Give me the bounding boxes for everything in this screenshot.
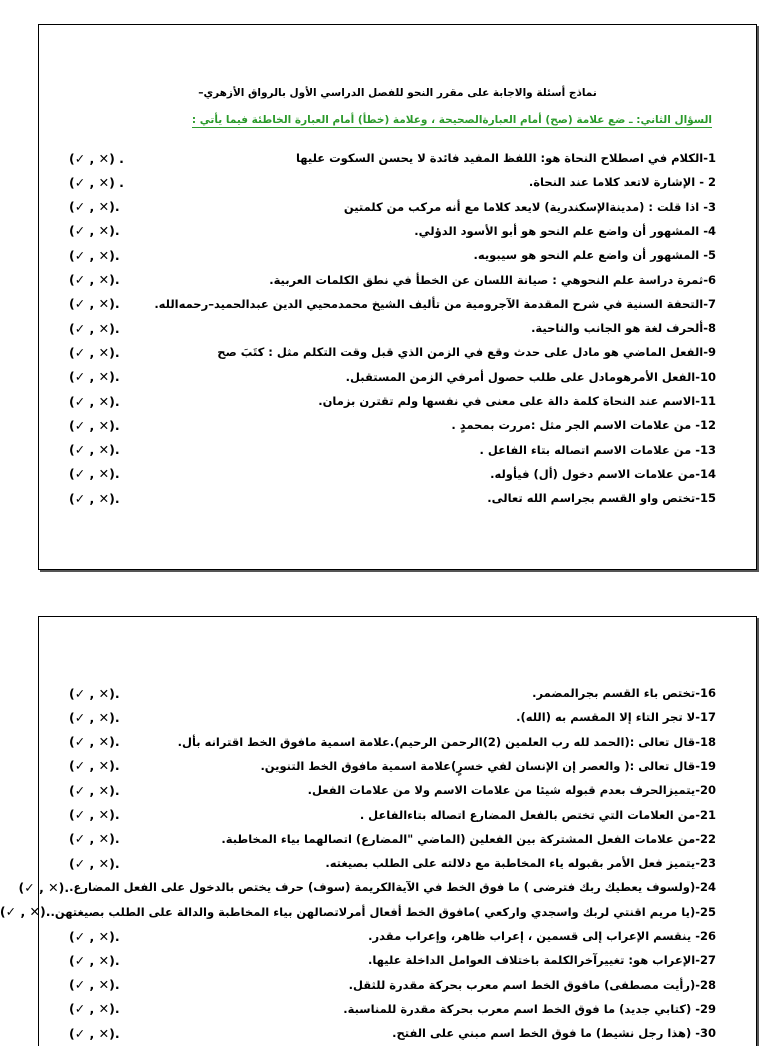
question-text: 24-(ولسوف يعطيك ربك فترضى ) ما فوق الخط في الآيةالكريمة (سوف) حرف يختص بالدخول على الفعل المضارع. <box>69 880 716 895</box>
question-text: 4- المشهور أن واضع علم النحو هو أبو الأسود الدؤلي. <box>414 223 716 238</box>
question-row <box>0 902 716 922</box>
page-two <box>0 616 757 1046</box>
question-row <box>69 999 716 1019</box>
page-one <box>38 24 757 570</box>
question-row <box>69 294 716 314</box>
question-text: 29- (كتابي جديد) ما فوق الخط اسم معرب بحركة مقدرة للمناسبة. <box>343 1001 716 1016</box>
answer-choice[interactable]: (✓ , ✕). <box>69 1025 120 1041</box>
question-row <box>69 148 716 168</box>
answer-choice[interactable]: (✓ , ✕). <box>0 904 51 920</box>
answer-choice[interactable]: (✓ , ✕). <box>69 855 120 871</box>
question-instruction: السؤال الثاني: ـ ضع علامة (صح) أمام العبارةالصحيحة ، وعلامة (خطأ) أمام العبارة الخاطئة فيما يأتي : <box>191 114 712 126</box>
question-row <box>69 318 716 338</box>
question-row <box>18 877 716 897</box>
question-text: 7-التحفة السنية في شرح المقدمة الآجرومية من تأليف الشيخ محمدمحيي الدين عبدالحميد–رحمه‌الله. <box>154 296 716 311</box>
question-row <box>69 707 716 727</box>
answer-choice[interactable]: (✓ , ✕). <box>69 223 120 239</box>
answer-choice[interactable]: (✓ , ✕). <box>69 296 120 312</box>
question-text: 9-الفعل الماضي هو مادل على حدث وقع في الزمن الذي قبل وقت التكلم مثل : كتَبَ صح <box>217 345 716 360</box>
answer-choice[interactable]: (✓ , ✕). <box>69 369 120 385</box>
question-text: 8-ألحرف لغة هو الجانب والناحية. <box>531 321 716 336</box>
question-row <box>69 415 716 435</box>
answer-choice[interactable]: (✓ , ✕). <box>69 831 120 847</box>
question-row <box>69 488 716 508</box>
answer-choice[interactable]: (✓ , ✕). <box>69 758 120 774</box>
question-row <box>69 805 716 825</box>
question-text: 13- من علامات الاسم اتصاله بتاء الفاعل . <box>479 442 716 457</box>
question-text: 3- اذا قلت : (مدينةالإسكندرية) لايعد كلاما مع أنه مركب من كلمتين <box>343 199 716 214</box>
question-text: 10-الفعل الأمرهومادل على طلب حصول أمرفي الزمن المستقبل. <box>345 369 716 384</box>
question-text: 12- من علامات الاسم الجر مثل :مررت بمحمدٍ . <box>451 418 716 433</box>
question-row <box>69 683 716 703</box>
question-row <box>69 1023 716 1043</box>
answer-choice[interactable]: (✓ , ✕) . <box>69 174 124 190</box>
question-text: 14-من علامات الاسم دخول (أل) فيأوله. <box>490 466 716 481</box>
answer-choice[interactable]: (✓ , ✕). <box>18 879 70 895</box>
question-text: 2 - الإشارة لاتعد كلاما عند النحاة. <box>528 175 716 190</box>
question-text: 17-لا تجر التاء إلا المقسم به (الله). <box>516 710 716 725</box>
question-row <box>69 367 716 387</box>
answer-choice[interactable]: (✓ , ✕). <box>69 709 120 725</box>
question-row <box>69 853 716 873</box>
answer-choice[interactable]: (✓ , ✕). <box>69 442 120 458</box>
answer-choice[interactable]: (✓ , ✕). <box>69 807 120 822</box>
question-row <box>69 172 716 192</box>
question-text: 15-تختص واو القسم بجراسم الله تعالى. <box>487 491 716 506</box>
question-row <box>69 756 716 776</box>
answer-choice[interactable]: (✓ , ✕). <box>69 734 120 750</box>
question-text: 6-ثمرة دراسة علم النحوهي : صيانة اللسان عن الخطأ في نطق الكلمات العربية. <box>269 272 716 287</box>
answer-choice[interactable]: (✓ , ✕). <box>69 417 120 433</box>
question-row <box>69 950 716 970</box>
question-text: 16-تختص باء القسم بجرالمضمر. <box>532 686 716 700</box>
question-row <box>69 245 716 265</box>
answer-choice[interactable]: (✓ , ✕). <box>69 247 120 263</box>
answer-choice[interactable]: (✓ , ✕). <box>69 320 120 336</box>
question-text: 23-يتميز فعل الأمر بقبوله ياء المخاطبة مع دلالته على الطلب بصيغته. <box>325 856 716 871</box>
answer-choice[interactable]: (✓ , ✕). <box>69 928 120 944</box>
answer-choice[interactable]: (✓ , ✕). <box>69 952 120 968</box>
answer-choice[interactable]: (✓ , ✕). <box>69 272 120 287</box>
question-text: 21-من العلامات التي تختص بالفعل المضارع اتصاله بتاءالفاعل . <box>359 807 716 822</box>
page-title: نماذج أسئلة والاجابة على مقرر النحو للفصل الدراسي الأول بالرواق الأزهري– <box>198 87 597 99</box>
question-text: 25-(يا مريم اقنتي لربك واسجدي واركعي )مافوق الخط أفعال أمرلاتصالهن بياء المخاطبة والدالة على الطلب بصيغتهن. <box>50 904 716 919</box>
answer-choice[interactable]: (✓ , ✕). <box>69 782 120 798</box>
question-row <box>69 197 716 217</box>
question-text: 26- ينقسم الإعراب إلى قسمين ، إعراب ظاهر، وإعراب مقدر. <box>368 929 716 943</box>
question-text: 5- المشهور أن واضع علم النحو هو سيبويه. <box>473 248 716 263</box>
question-row <box>69 440 716 460</box>
answer-choice[interactable]: (✓ , ✕). <box>69 685 120 701</box>
question-row <box>69 926 716 946</box>
question-text: 11-الاسم عند النحاة كلمة دالة على معنى في نفسها ولم تقترن بزمان. <box>318 394 716 408</box>
question-row <box>69 221 716 241</box>
answer-choice[interactable]: (✓ , ✕). <box>69 977 120 993</box>
question-text: 30- (هذا رجل نشيط) ما فوق الخط اسم مبني على الفتح. <box>392 1026 716 1041</box>
answer-choice[interactable]: (✓ , ✕). <box>69 490 120 506</box>
question-row <box>69 342 716 362</box>
answer-choice[interactable]: (✓ , ✕). <box>69 393 120 409</box>
question-row <box>69 464 716 484</box>
question-row <box>69 780 716 800</box>
question-text: 27-الإعراب هو: تغييرآخرالكلمة باختلاف العوامل الداخلة عليها. <box>368 953 716 968</box>
question-row <box>69 975 716 995</box>
question-text: 19-قال تعالى :( والعصر إن الإنسان لفي خسرٍ)علامة اسمية مافوق الخط التنوين. <box>260 758 716 773</box>
answer-choice[interactable]: (✓ , ✕). <box>69 1001 120 1017</box>
answer-choice[interactable]: (✓ , ✕). <box>69 466 120 482</box>
question-text: 20-يتميزالحرف بعدم قبوله شيئا من علامات الاسم ولا من علامات الفعل. <box>307 783 716 798</box>
question-text: 28-(رأيت مصطفى) مافوق الخط اسم معرب بحركة مقدرة للثقل. <box>348 977 716 992</box>
answer-choice[interactable]: (✓ , ✕) . <box>69 150 124 166</box>
question-text: 1-الكلام في اصطلاح النحاة هو: اللفظ المفيد فائدة لا يحسن السكوت عليها <box>295 151 716 165</box>
answer-choice[interactable]: (✓ , ✕). <box>69 344 120 360</box>
question-text: 18-قال تعالى :(الحمد لله رب العلمين (2)الرحمن الرحيم).علامة اسمية مافوق الخط اقترانه بأل. <box>177 734 716 749</box>
question-row <box>69 732 716 752</box>
question-text: 22-من علامات الفعل المشتركة بين الفعلين (الماضي "المضارع) اتصالهما بياء المخاطبة. <box>221 831 716 846</box>
answer-choice[interactable]: (✓ , ✕). <box>69 199 120 215</box>
question-row <box>69 391 716 411</box>
question-row <box>69 829 716 849</box>
question-row <box>69 270 716 290</box>
